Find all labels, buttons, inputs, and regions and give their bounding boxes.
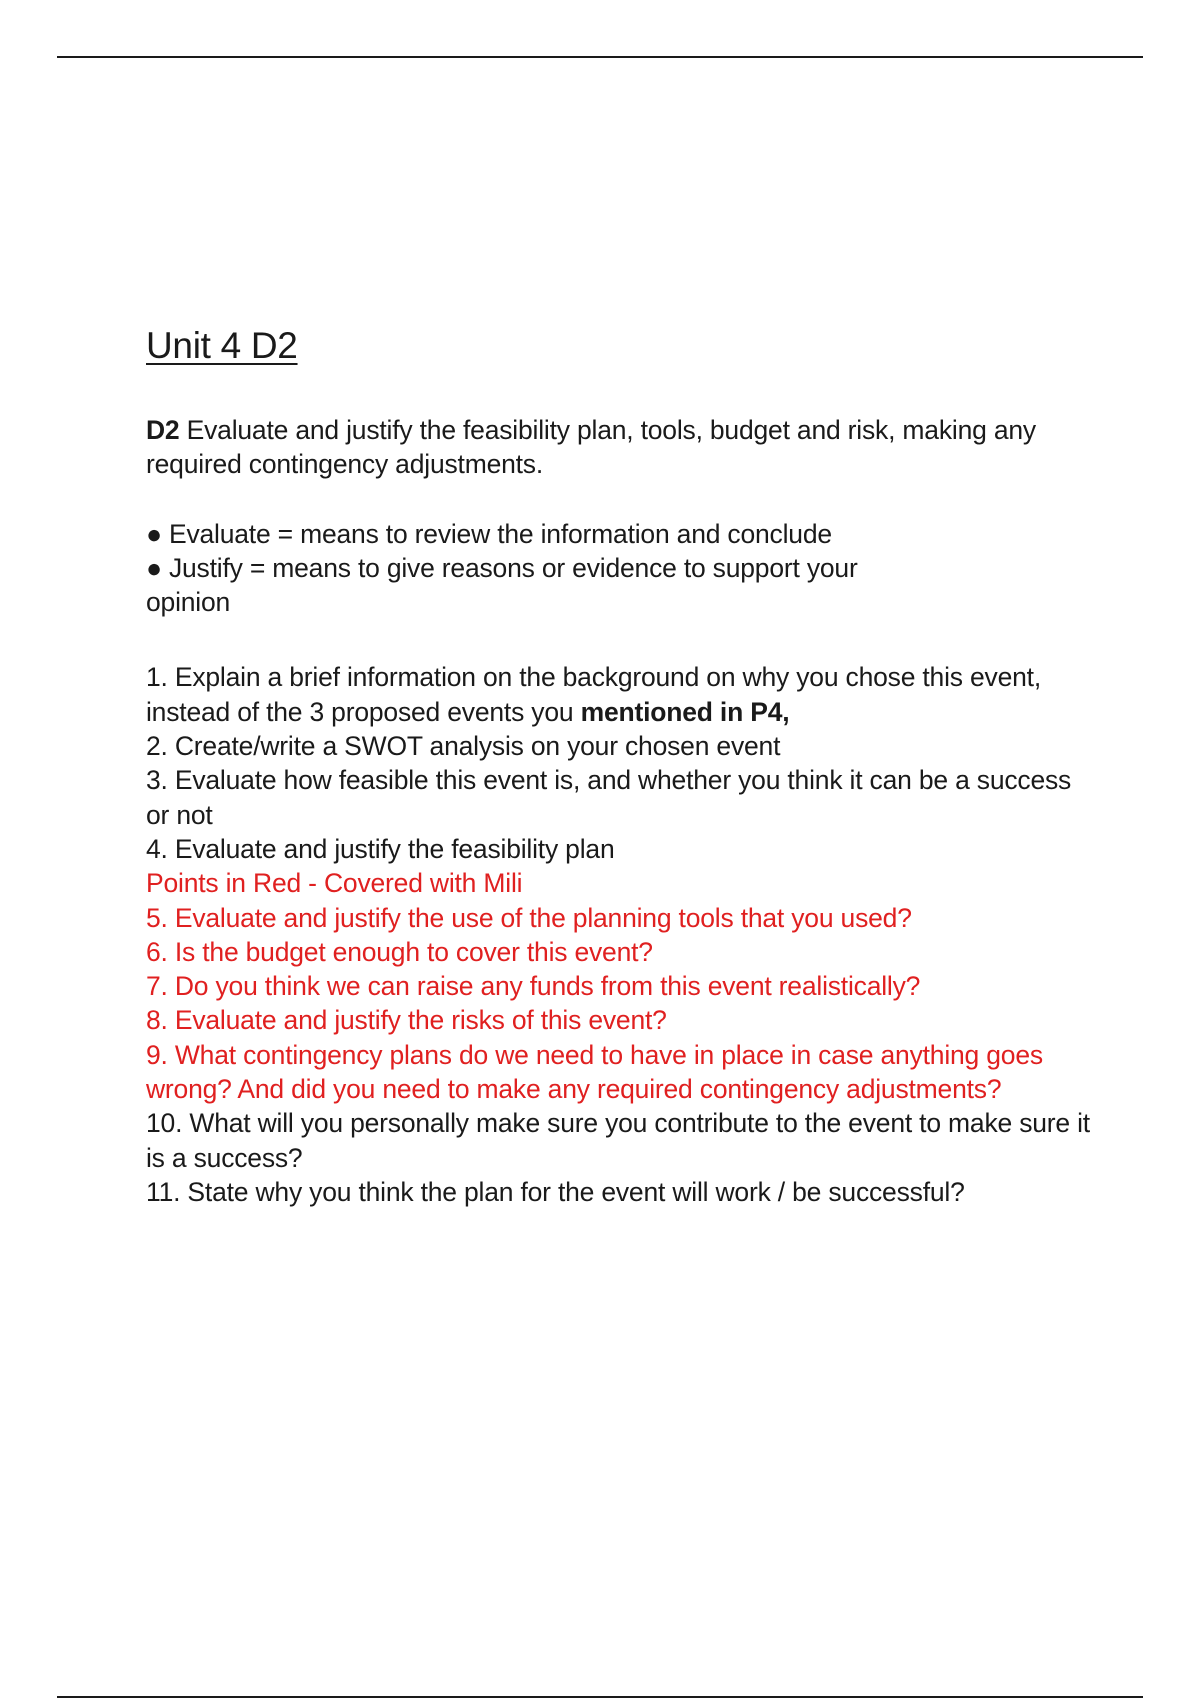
question-list: [146, 660, 1096, 1209]
footer-rule: [57, 1696, 1143, 1698]
question-1-bold: mentioned in P4,: [580, 696, 790, 727]
question-4: 4. Evaluate and justify the feasibility plan: [146, 833, 615, 864]
criterion-text: Evaluate and justify the feasibility plan, tools, budget and risk, making any required contingency adjustments.: [146, 415, 1036, 480]
question-1: [146, 660, 1096, 729]
question-7: 7. Do you think we can raise any funds from this event realistically?: [146, 971, 921, 1002]
header-rule: [57, 56, 1143, 58]
definition-justify-continuation: opinion: [146, 587, 231, 618]
question-5: 5. Evaluate and justify the use of the planning tools that you used?: [146, 902, 912, 933]
red-points-note: Points in Red - Covered with Mili: [146, 868, 523, 899]
definition-justify: ● Justify = means to give reasons or evidence to support your: [146, 552, 858, 583]
definitions-list: [146, 517, 1096, 620]
question-2: 2. Create/write a SWOT analysis on your chosen event: [146, 731, 781, 762]
question-1-text: 1. Explain a brief information on the background on why you chose this event, instead of the 3 proposed events you: [146, 662, 1041, 727]
criterion-description: [146, 413, 1096, 482]
page-title: Unit 4 D2: [146, 325, 298, 366]
criterion-code: D2: [146, 415, 180, 445]
question-8: 8. Evaluate and justify the risks of this event?: [146, 1005, 667, 1036]
document-body: [146, 324, 1096, 1209]
question-9: 9. What contingency plans do we need to have in place in case anything goes wrong? And did you need to make any required contingency adjustments?: [146, 1039, 1043, 1105]
question-10: 10. What will you personally make sure you contribute to the event to make sure it is a success?: [146, 1108, 1090, 1173]
definition-evaluate: ● Evaluate = means to review the information and conclude: [146, 518, 832, 549]
question-3: 3. Evaluate how feasible this event is, and whether you think it can be a success or not: [146, 765, 1072, 830]
question-6: 6. Is the budget enough to cover this event?: [146, 936, 653, 967]
question-11: 11. State why you think the plan for the event will work / be successful?: [146, 1176, 965, 1207]
